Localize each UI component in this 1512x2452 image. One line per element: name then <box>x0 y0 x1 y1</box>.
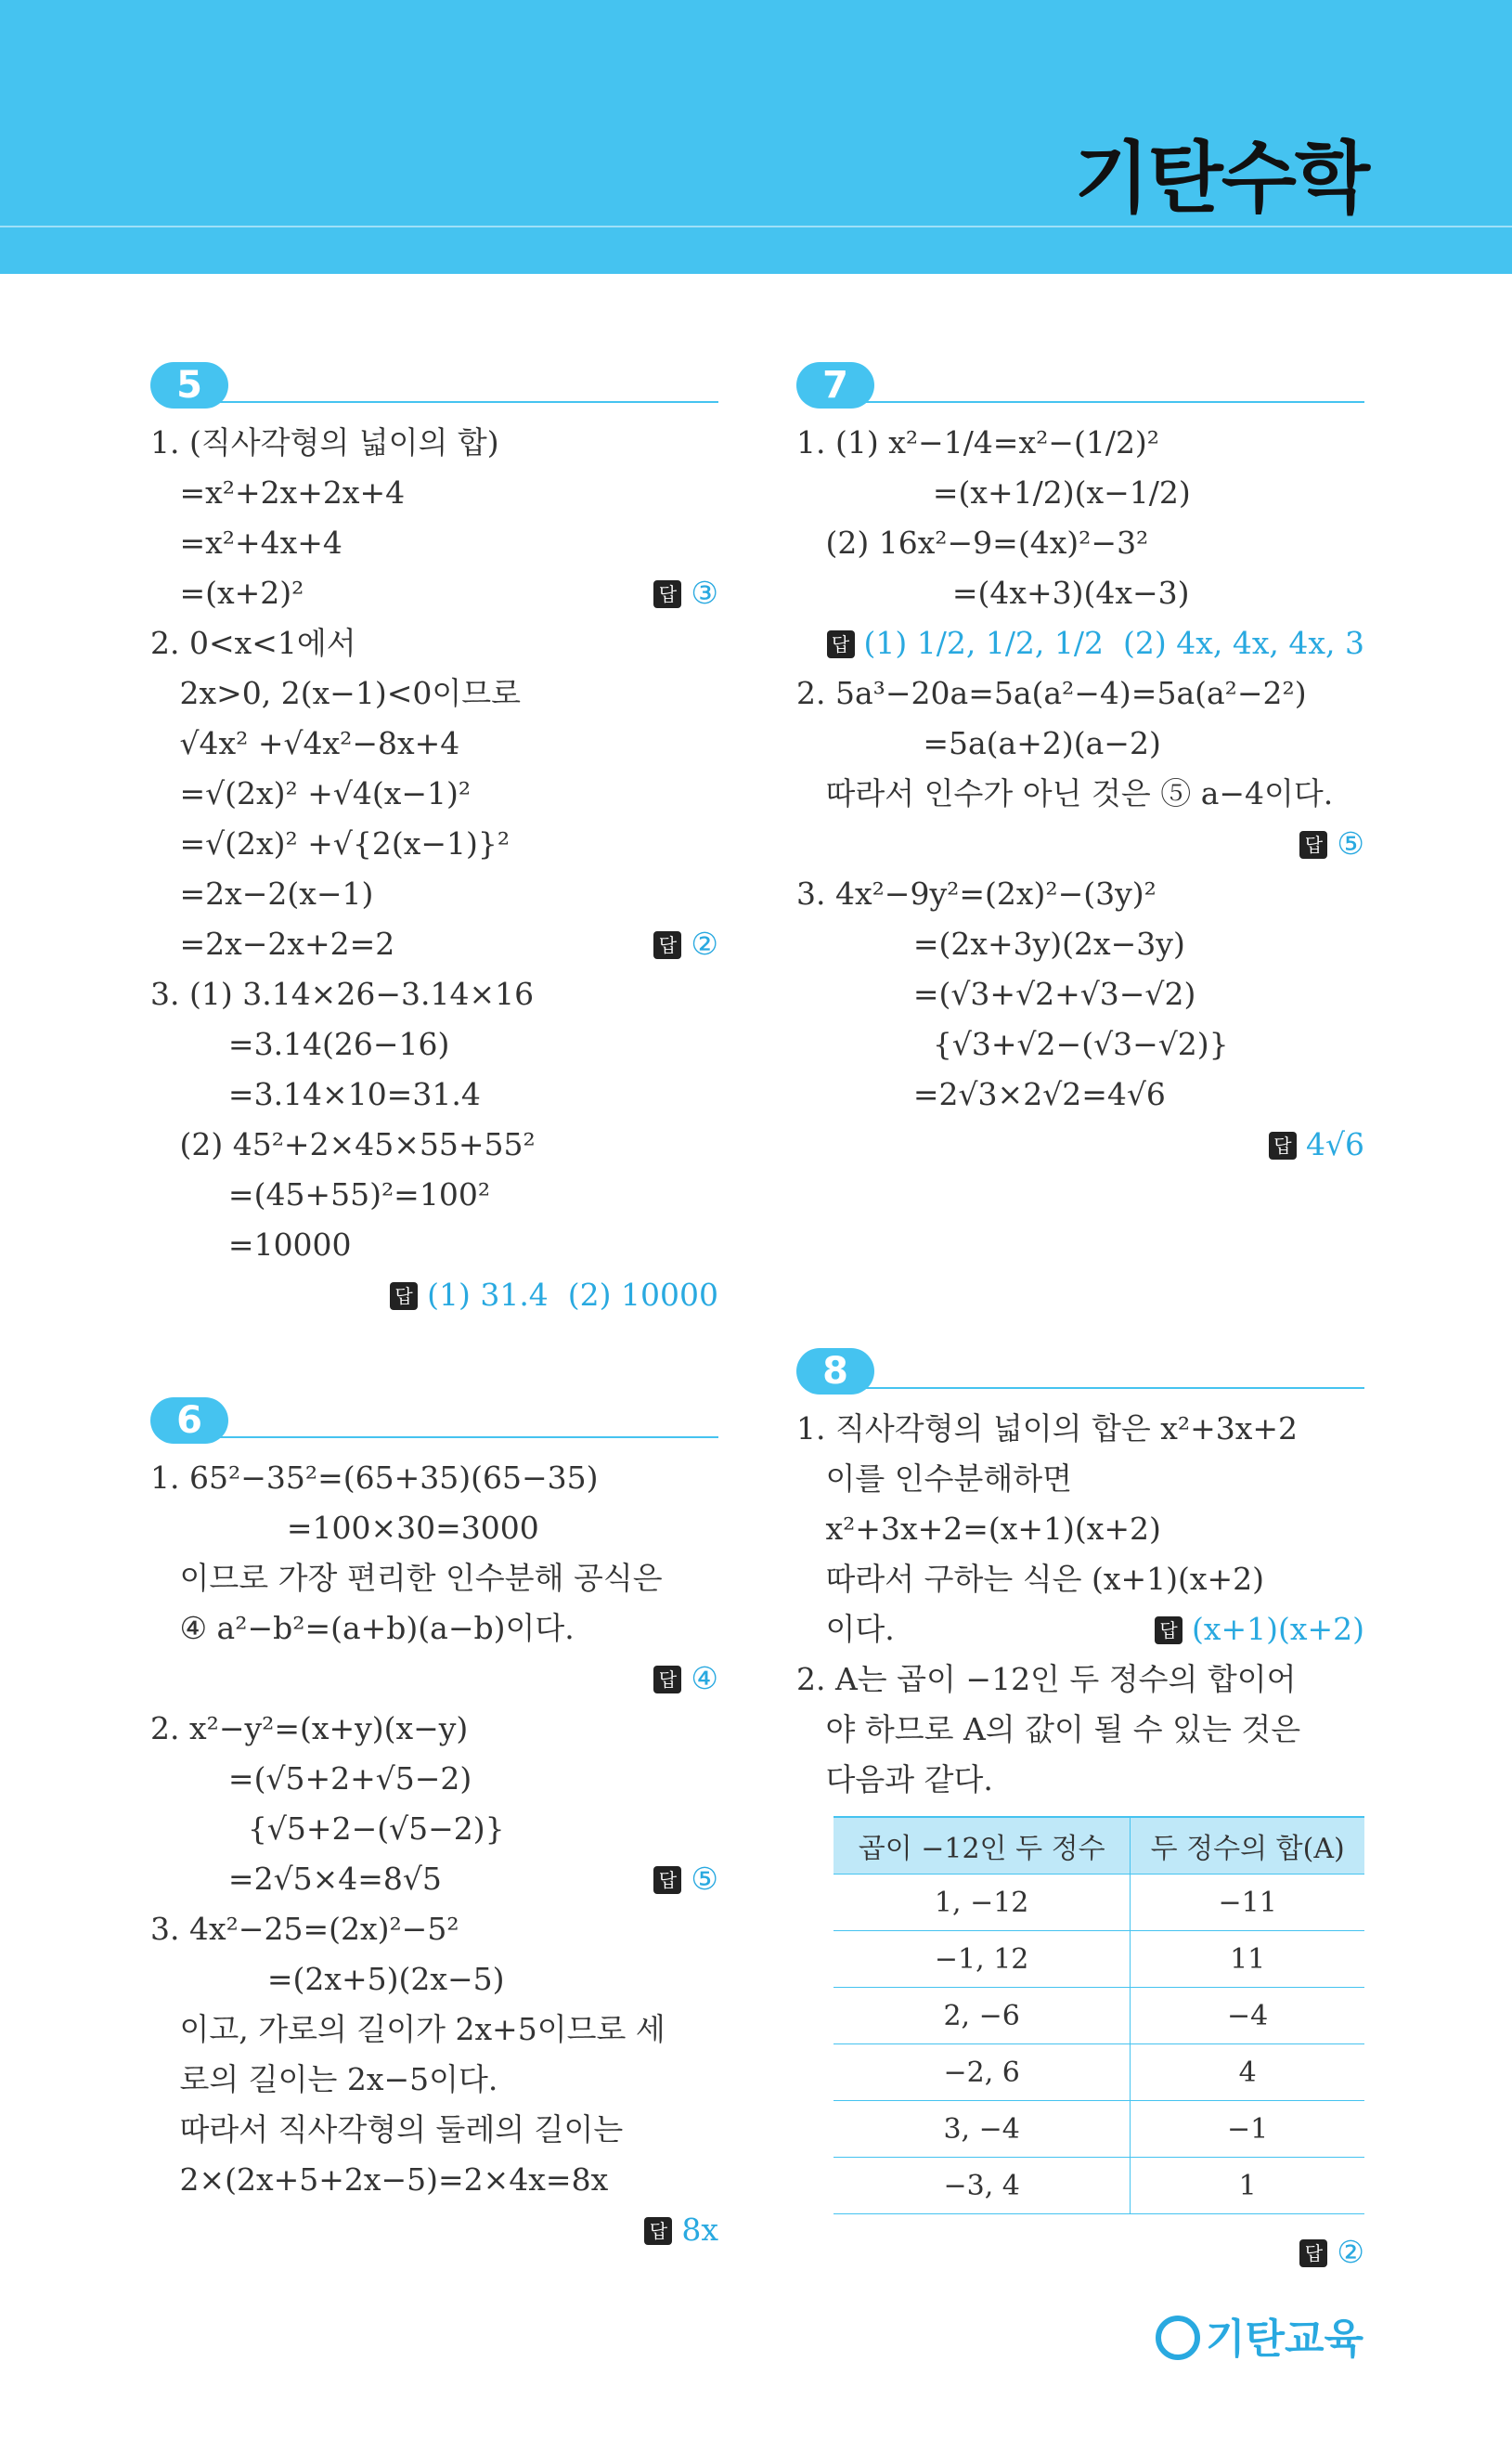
section-number-badge: 6 <box>150 1397 228 1444</box>
section-number-badge: 7 <box>796 362 874 409</box>
solution-line <box>150 2205 718 2255</box>
solution-line <box>150 1120 718 1170</box>
solution-text: =(√3+√2+√3−√2) <box>796 976 1196 1012</box>
table-cell: 4 <box>1131 2044 1364 2101</box>
solution-line <box>150 2105 718 2155</box>
solution-line <box>796 1404 1364 1454</box>
solution-text: 1. 직사각형의 넓이의 합은 x²+3x+2 <box>796 1410 1298 1447</box>
solution-text: ④ a²−b²=(a+b)(a−b)이다. <box>150 1610 575 1646</box>
solution-line <box>150 1019 718 1070</box>
solution-line <box>796 1019 1364 1070</box>
section-number-badge: 8 <box>796 1348 874 1395</box>
table-row <box>834 1875 1364 1931</box>
solution-text: =(x+1/2)(x−1/2) <box>796 474 1191 511</box>
table-cell: 1, −12 <box>834 1875 1131 1931</box>
solution-line <box>150 969 718 1019</box>
answer-value: 4√6 <box>1305 1126 1364 1162</box>
solution-text: 1. 65²−35²=(65+35)(65−35) <box>150 1460 599 1496</box>
solution-text: =5a(a+2)(a−2) <box>796 725 1161 761</box>
logo-g-icon <box>1156 2316 1200 2360</box>
solution-text: =(2x+3y)(2x−3y) <box>796 926 1185 962</box>
answer-value: ② <box>1337 2234 1364 2270</box>
solution-text: =100×30=3000 <box>150 1510 539 1546</box>
solution-text: √4x² +√4x²−8x+4 <box>150 725 460 761</box>
solution-text: {√3+√2−(√3−√2)} <box>796 1026 1229 1062</box>
solution-line <box>150 1170 718 1220</box>
solution-line <box>150 1603 718 1654</box>
solution-text: =(45+55)²=100² <box>150 1176 491 1213</box>
solution-text: 따라서 인수가 아닌 것은 ⑤ a−4이다. <box>796 775 1334 811</box>
solution-line <box>150 568 718 618</box>
solution-line <box>150 1854 718 1904</box>
solution-line <box>796 618 1364 668</box>
answer-label <box>1155 1604 1364 1654</box>
answer-mark-icon: 답 <box>1299 2239 1327 2267</box>
solution-line <box>796 1654 1364 1705</box>
section-header <box>150 1397 718 1453</box>
solution-line <box>796 668 1364 719</box>
solution-line <box>796 568 1364 618</box>
page-header <box>0 0 1512 274</box>
solution-line <box>796 518 1364 568</box>
solution-line <box>150 719 718 769</box>
solution-line <box>796 769 1364 819</box>
solution-text: =√(2x)² +√4(x−1)² <box>150 775 472 811</box>
solution-text: =2√3×2√2=4√6 <box>796 1076 1166 1112</box>
table-cell: 3, −4 <box>834 2101 1131 2158</box>
section-header <box>150 362 718 418</box>
answer-label <box>653 1854 718 1904</box>
solution-line <box>796 1504 1364 1554</box>
answer-mark-icon: 답 <box>653 580 681 608</box>
solution-text: (2) 16x²−9=(4x)²−3² <box>796 525 1149 561</box>
solution-text: =(√5+2+√5−2) <box>150 1760 472 1797</box>
table-row <box>834 1931 1364 1988</box>
section-8 <box>796 1348 1364 2277</box>
solution-text: =√(2x)² +√{2(x−1)}² <box>150 825 510 862</box>
answer-label <box>653 919 718 969</box>
solution-line <box>796 2227 1364 2277</box>
table-cell: −3, 4 <box>834 2158 1131 2214</box>
answer-label <box>644 2205 718 2255</box>
solution-line <box>150 468 718 518</box>
answer-mark-icon: 답 <box>390 1282 418 1310</box>
solution-text: x²+3x+2=(x+1)(x+2) <box>796 1511 1161 1547</box>
solution-line <box>796 819 1364 869</box>
section-7 <box>796 362 1364 1170</box>
section-rule <box>187 401 718 403</box>
solution-line <box>150 2155 718 2205</box>
solution-text: 이므로 가장 편리한 인수분해 공식은 <box>150 1560 663 1596</box>
solution-line <box>150 618 718 668</box>
answer-label <box>1299 2227 1364 2277</box>
table-cell: 11 <box>1131 1931 1364 1988</box>
solution-text: 2. x²−y²=(x+y)(x−y) <box>150 1710 469 1746</box>
solution-text: =3.14(26−16) <box>150 1026 450 1062</box>
solution-line <box>150 668 718 719</box>
solution-line <box>796 719 1364 769</box>
solution-line <box>796 468 1364 518</box>
table-cell: −4 <box>1131 1988 1364 2044</box>
section-rule <box>834 401 1364 403</box>
solution-text: (2) 45²+2×45×55+55² <box>150 1126 536 1162</box>
table-header: 두 정수의 합(A) <box>1131 1817 1364 1875</box>
table-header: 곱이 −12인 두 정수 <box>834 1817 1131 1875</box>
solution-text: 로의 길이는 2x−5이다. <box>150 2061 498 2097</box>
solution-text: 다음과 같다. <box>796 1761 993 1797</box>
brand-title: 기탄수학 <box>1074 133 1368 224</box>
table-cell: −11 <box>1131 1875 1364 1931</box>
solution-line <box>150 1553 718 1603</box>
solution-line <box>796 1454 1364 1504</box>
solution-line <box>150 418 718 468</box>
solution-line <box>150 1270 718 1320</box>
header-divider <box>0 226 1512 227</box>
table-cell: 2, −6 <box>834 1988 1131 2044</box>
table-cell: −1, 12 <box>834 1931 1131 1988</box>
section-header <box>796 362 1364 418</box>
solution-line <box>150 1654 718 1704</box>
solution-line <box>150 1503 718 1553</box>
solution-text: =(4x+3)(4x−3) <box>796 575 1190 611</box>
solution-line <box>150 518 718 568</box>
table-cell: 1 <box>1131 2158 1364 2214</box>
section-rule <box>834 1387 1364 1389</box>
answer-mark-icon: 답 <box>653 931 681 959</box>
solution-line <box>796 1554 1364 1604</box>
answer-mark-icon: 답 <box>1155 1616 1182 1644</box>
solution-line <box>796 869 1364 919</box>
table-row <box>834 2044 1364 2101</box>
solution-line <box>150 769 718 819</box>
solution-line <box>796 1755 1364 1805</box>
answer-value: ⑤ <box>691 1861 718 1897</box>
table-row <box>834 1988 1364 2044</box>
answer-value: ⑤ <box>1337 825 1364 862</box>
answer-value: (1) 1/2, 1/2, 1/2 (2) 4x, 4x, 4x, 3 <box>863 625 1364 661</box>
solution-line <box>150 819 718 869</box>
solution-text: 2. 0<x<1에서 <box>150 625 356 661</box>
solution-text: =2x−2x+2=2 <box>150 926 395 962</box>
solution-line <box>796 969 1364 1019</box>
solution-text: 3. 4x²−9y²=(2x)²−(3y)² <box>796 876 1157 912</box>
solution-line <box>150 919 718 969</box>
answer-label <box>653 1654 718 1704</box>
solution-text: 1. (1) x²−1/4=x²−(1/2)² <box>796 424 1160 461</box>
section-header <box>796 1348 1364 1404</box>
answer-mark-icon: 답 <box>653 1866 681 1894</box>
solution-line <box>150 2004 718 2055</box>
answer-label <box>653 568 718 618</box>
solution-line <box>796 919 1364 969</box>
solution-text: =2x−2(x−1) <box>150 876 374 912</box>
solution-text: =x²+2x+2x+4 <box>150 474 406 511</box>
solution-text: 이다. <box>796 1611 895 1647</box>
solution-line <box>796 418 1364 468</box>
answer-mark-icon: 답 <box>644 2217 672 2245</box>
footer-logo: 기탄교육 <box>1156 2305 1363 2365</box>
answer-value: (1) 31.4 (2) 10000 <box>427 1277 718 1313</box>
solution-text: 3. (1) 3.14×26−3.14×16 <box>150 976 535 1012</box>
answer-value: ③ <box>691 575 718 611</box>
solution-line <box>796 1705 1364 1755</box>
answer-mark-icon: 답 <box>653 1666 681 1693</box>
solution-text: =x²+4x+4 <box>150 525 342 561</box>
answer-value: 8x <box>681 2212 718 2248</box>
solution-line <box>150 1954 718 2004</box>
solution-text: 3. 4x²−25=(2x)²−5² <box>150 1911 459 1947</box>
solution-line <box>796 1070 1364 1120</box>
sum-table <box>834 1816 1364 2214</box>
answer-label <box>1269 1120 1364 1170</box>
solution-line <box>150 1754 718 1804</box>
answer-mark-icon: 답 <box>827 630 855 658</box>
solution-text: 이고, 가로의 길이가 2x+5이므로 세 <box>150 2011 666 2047</box>
answer-mark-icon: 답 <box>1299 831 1327 859</box>
solution-line <box>150 1070 718 1120</box>
solution-text: 2. A는 곱이 −12인 두 정수의 합이어 <box>796 1661 1297 1697</box>
answer-value: (x+1)(x+2) <box>1191 1611 1364 1647</box>
solution-line <box>150 869 718 919</box>
solution-text: {√5+2−(√5−2)} <box>150 1810 505 1847</box>
answer-label <box>827 618 1365 668</box>
answer-mark-icon: 답 <box>1269 1132 1297 1160</box>
solution-text: 따라서 직사각형의 둘레의 길이는 <box>150 2111 624 2147</box>
solution-text: =2√5×4=8√5 <box>150 1861 442 1897</box>
solution-text: 1. (직사각형의 넓이의 합) <box>150 424 499 461</box>
solution-line <box>150 2055 718 2105</box>
answer-value: ② <box>691 926 718 962</box>
solution-line <box>150 1904 718 1954</box>
solution-line <box>150 1804 718 1854</box>
section-6 <box>150 1397 718 2255</box>
table-row <box>834 2158 1364 2214</box>
solution-text: 2. 5a³−20a=5a(a²−4)=5a(a²−2²) <box>796 675 1307 711</box>
solution-line <box>150 1704 718 1754</box>
solution-text: =10000 <box>150 1226 352 1263</box>
solution-text: 이를 인수분해하면 <box>796 1460 1072 1497</box>
solution-text: =3.14×10=31.4 <box>150 1076 481 1112</box>
solution-text: 2x>0, 2(x−1)<0이므로 <box>150 675 521 711</box>
solution-text: =(x+2)² <box>150 575 304 611</box>
section-rule <box>187 1436 718 1438</box>
solution-text: =(2x+5)(2x−5) <box>150 1961 505 1997</box>
solution-line <box>150 1220 718 1270</box>
solution-line <box>796 1120 1364 1170</box>
answer-label <box>390 1270 718 1320</box>
solution-text: 2×(2x+5+2x−5)=2×4x=8x <box>150 2161 609 2198</box>
section-5 <box>150 362 718 1320</box>
solution-line <box>796 1604 1364 1654</box>
table-row <box>834 2101 1364 2158</box>
solution-text: 따라서 구하는 식은 (x+1)(x+2) <box>796 1561 1264 1597</box>
section-number-badge: 5 <box>150 362 228 409</box>
answer-value: ④ <box>691 1660 718 1696</box>
solution-line <box>150 1453 718 1503</box>
table-cell: −2, 6 <box>834 2044 1131 2101</box>
table-cell: −1 <box>1131 2101 1364 2158</box>
answer-label <box>1299 819 1364 869</box>
solution-text: 야 하므로 A의 값이 될 수 있는 것은 <box>796 1711 1301 1747</box>
